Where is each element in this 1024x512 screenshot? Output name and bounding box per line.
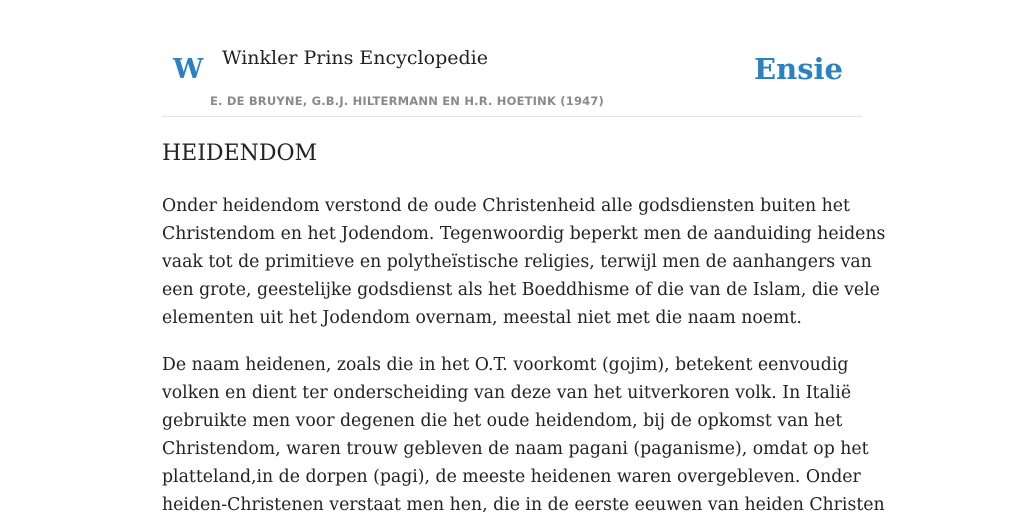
article-paragraph-1 xyxy=(162,192,886,332)
paragraph-line: platteland,in de dorpen (pagi), de meeste heidenen waren overgebleven. Onder xyxy=(162,467,861,487)
authors-line: E. DE BRUYNE, G.B.J. HILTERMANN EN H.R. HOETINK (1947) xyxy=(210,94,605,108)
winkler-prins-logo-icon[interactable]: W xyxy=(173,54,204,85)
article-paragraph-2 xyxy=(162,351,885,512)
site-header xyxy=(162,0,862,117)
paragraph-line: heiden-Christenen verstaat men hen, die in de eerste eeuwen van heiden Christen xyxy=(162,495,885,512)
ensie-logo[interactable]: Ensie xyxy=(754,52,843,86)
paragraph-line: volken en dient ter onderscheiding van deze van het uitverkoren volk. In Italië xyxy=(162,383,852,403)
paragraph-line: Onder heidendom verstond de oude Christenheid alle godsdiensten buiten het xyxy=(162,196,850,216)
paragraph-line: De naam heidenen, zoals die in het O.T. voorkomt (gojim), betekent eenvoudig xyxy=(162,355,849,375)
paragraph-line: Christendom en het Jodendom. Tegenwoordig beperkt men de aanduiding heidens xyxy=(162,224,886,244)
paragraph-line: elementen uit het Jodendom overnam, meestal niet met die naam noemt. xyxy=(162,308,802,328)
article xyxy=(162,136,886,512)
site-title[interactable]: Winkler Prins Encyclopedie xyxy=(222,47,488,69)
article-title: HEIDENDOM xyxy=(162,141,318,166)
paragraph-line: vaak tot de primitieve en polytheïstische religies, terwijl men de aanhangers van xyxy=(162,252,872,272)
paragraph-line: Christendom, waren trouw gebleven de naam pagani (paganisme), omdat op het xyxy=(162,439,869,459)
paragraph-line: een grote, geestelijke godsdienst als het Boeddhisme of die van de Islam, die vele xyxy=(162,280,880,300)
paragraph-line: gebruikte men voor degenen die het oude heidendom, bij de opkomst van het xyxy=(162,411,843,431)
